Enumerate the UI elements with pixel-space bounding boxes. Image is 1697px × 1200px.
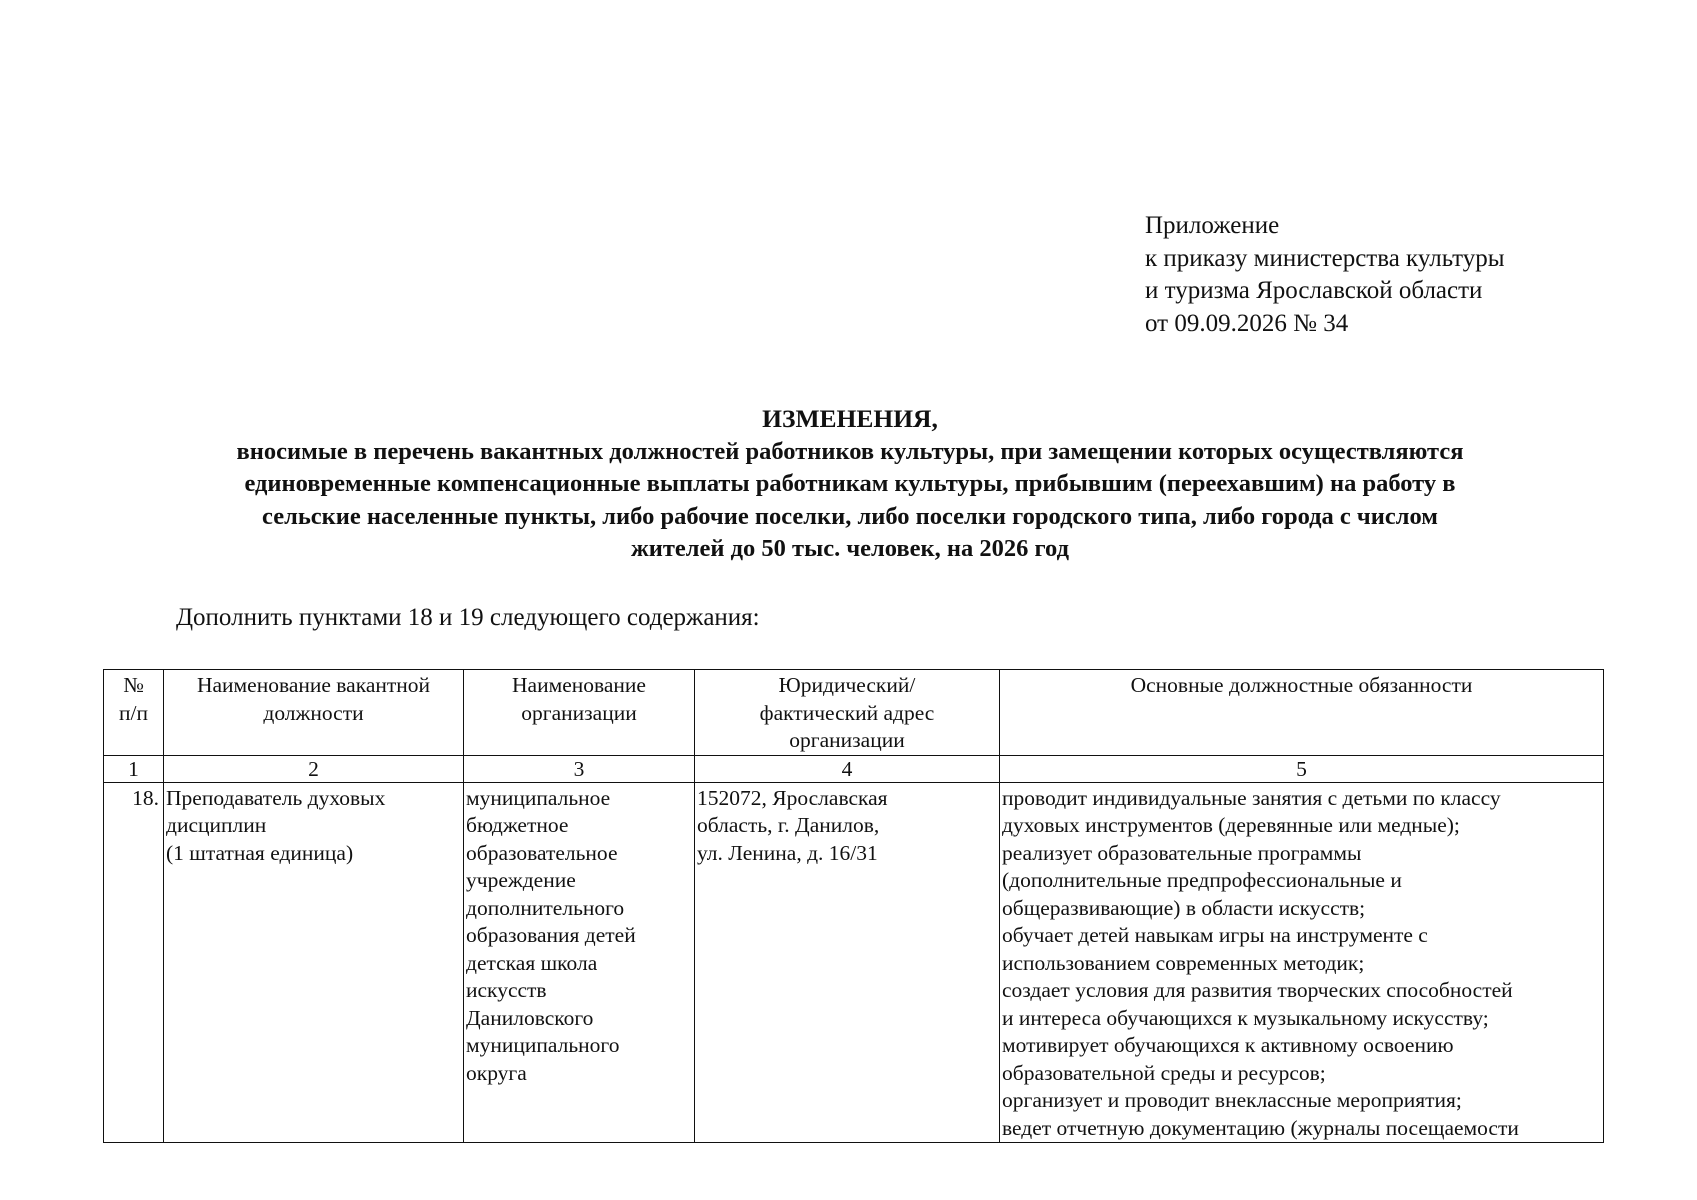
appendix-line: к приказу министерства культуры (1145, 244, 1505, 272)
appendix-block (1145, 210, 1505, 340)
header-organization: Наименование организации (464, 670, 695, 756)
header-address: Юридический/ фактический адрес организации (695, 670, 1000, 756)
duties-cell: проводит индивидуальные занятия с детьми по классу духовых инструментов (деревянные или медные); реализует образовательные программы (дополнительные предпрофессиональные и общеразвивающие) в области искусств; обучает детей навыкам игры на инструменте с использованием современных методик; создает условия для развития творческих способностей и интереса обучающихся к музыкальному искусству; мотивирует обучающихся к активному освоению образовательной среды и ресурсов; организует и проводит внеклассные мероприятия; ведет отчетную документацию (журналы посещаемости (1000, 782, 1604, 1143)
column-number: 3 (464, 755, 695, 782)
header-position: Наименование вакантной должности (164, 670, 464, 756)
appendix-line: от 09.09.2026 № 34 (1145, 309, 1349, 337)
organization-cell: муниципальное бюджетное образовательное учреждение дополнительного образования детей детская школа искусств Даниловского муниципального округа (464, 782, 695, 1143)
table-row (104, 782, 1604, 1143)
column-numbers-row (104, 755, 1604, 782)
position-cell: Преподаватель духовых дисциплин (1 штатная единица) (164, 782, 464, 1143)
table-header-row (104, 670, 1604, 756)
column-number: 1 (104, 755, 164, 782)
column-number: 2 (164, 755, 464, 782)
title-line: единовременные компенсационные выплаты работникам культуры, прибывшим (переехавшим) на работу в (244, 470, 1456, 497)
title-main: ИЗМЕНЕНИЯ, (762, 404, 938, 433)
title-line: вносимые в перечень вакантных должностей работников культуры, при замещении которых осуществляются (236, 437, 1464, 465)
title-line: жителей до 50 тыс. человек, на 2026 год (631, 535, 1069, 562)
appendix-line: и туризма Ярославской области (1145, 277, 1483, 304)
header-number: № п/п (104, 670, 164, 756)
document-title (100, 403, 1600, 566)
column-number: 5 (1000, 755, 1604, 782)
header-duties: Основные должностные обязанности (1000, 670, 1604, 756)
address-cell: 152072, Ярославская область, г. Данилов, ул. Ленина, д. 16/31 (695, 782, 1000, 1143)
intro-text: Дополнить пунктами 18 и 19 следующего содержания: (176, 604, 760, 631)
appendix-line: Приложение (1145, 212, 1280, 239)
row-number: 18. (104, 782, 164, 1143)
vacancies-table (103, 669, 1604, 1143)
column-number: 4 (695, 755, 1000, 782)
title-line: сельские населенные пункты, либо рабочие поселки, либо поселки городского типа, либо города с числом (262, 502, 1438, 530)
